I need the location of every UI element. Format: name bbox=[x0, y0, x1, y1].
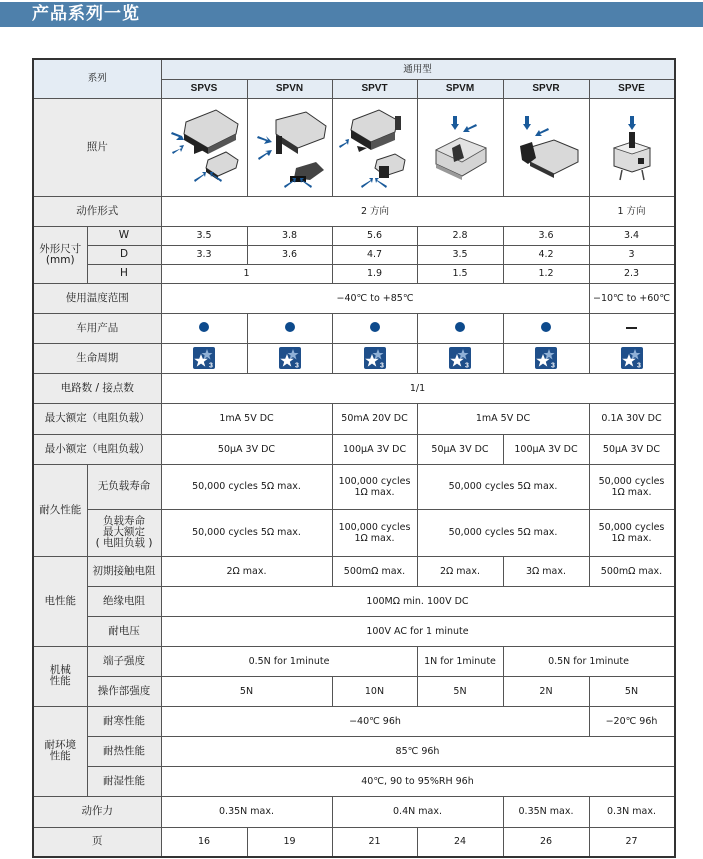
cell-value: 1mA 5V DC bbox=[417, 403, 589, 434]
sub-label: 负载寿命 最大额定 ( 电阻负载 ) bbox=[87, 509, 161, 556]
filled-dot-icon bbox=[541, 322, 551, 332]
dimension-label: 外形尺寸 bbox=[39, 242, 82, 255]
automotive-cell bbox=[247, 313, 332, 343]
model-header: SPVT bbox=[332, 79, 417, 98]
cell-value: 50μA 3V DC bbox=[589, 434, 675, 464]
model-header: SPVM bbox=[417, 79, 503, 98]
sub-label: 操作部强度 bbox=[87, 676, 161, 706]
cell-value: 50,000 cycles 5Ω max. bbox=[417, 509, 589, 556]
group-label: 耐环境 性能 bbox=[33, 706, 87, 796]
cell-value: 2 方向 bbox=[161, 196, 589, 226]
model-header: SPVE bbox=[589, 79, 675, 98]
row-label: 生命周期 bbox=[33, 343, 161, 373]
cell-value: 2N bbox=[503, 676, 589, 706]
dimension-unit: (mm) bbox=[45, 253, 75, 266]
cell-value: 40℃, 90 to 95%RH 96h bbox=[161, 766, 675, 796]
cell-value: 100μA 3V DC bbox=[332, 434, 417, 464]
lifecycle-cell bbox=[332, 343, 417, 373]
lifecycle-cell bbox=[417, 343, 503, 373]
lifecycle-stage-icon bbox=[535, 347, 557, 369]
action-form-row bbox=[33, 196, 675, 226]
filled-dot-icon bbox=[455, 322, 465, 332]
durability-no-load-row bbox=[33, 464, 675, 509]
cell-value: 50μA 3V DC bbox=[417, 434, 503, 464]
cell-value: −20℃ 96h bbox=[589, 706, 675, 736]
cell-value: −10℃ to +60℃ bbox=[589, 283, 675, 313]
cell-value: 0.5N for 1minute bbox=[161, 646, 417, 676]
lifecycle-cell bbox=[503, 343, 589, 373]
cell-value: 100,000 cycles 1Ω max. bbox=[332, 509, 417, 556]
model-header: SPVN bbox=[247, 79, 332, 98]
cell-value: 0.5N for 1minute bbox=[503, 646, 675, 676]
group-label: 机械 性能 bbox=[33, 646, 87, 706]
cell-value: 0.3N max. bbox=[589, 796, 675, 827]
cell-value: 50,000 cycles 1Ω max. bbox=[589, 509, 675, 556]
cell-value: 5N bbox=[589, 676, 675, 706]
sub-label: 无负载寿命 bbox=[87, 464, 161, 509]
cell-value: 1/1 bbox=[161, 373, 675, 403]
dimension-h-row bbox=[33, 264, 675, 283]
row-label: 动作形式 bbox=[33, 196, 161, 226]
cell-value: 50,000 cycles 5Ω max. bbox=[417, 464, 589, 509]
actuator-strength-row bbox=[33, 676, 675, 706]
durability-load-row bbox=[33, 509, 675, 556]
row-label: 动作力 bbox=[33, 796, 161, 827]
page-row bbox=[33, 827, 675, 857]
sub-label: 耐寒性能 bbox=[87, 706, 161, 736]
lifecycle-stage-icon bbox=[621, 347, 643, 369]
row-label: 照片 bbox=[33, 98, 161, 196]
sub-label: 端子强度 bbox=[87, 646, 161, 676]
cell-value: 2Ω max. bbox=[417, 556, 503, 586]
cell-value: 3.6 bbox=[247, 245, 332, 264]
dimension-d-row bbox=[33, 245, 675, 264]
cell-value: 0.35N max. bbox=[161, 796, 332, 827]
cell-value: 50,000 cycles 1Ω max. bbox=[589, 464, 675, 509]
sub-label: 耐电压 bbox=[87, 616, 161, 646]
group-label: 耐久性能 bbox=[33, 464, 87, 556]
page-link[interactable]: 26 bbox=[503, 827, 589, 857]
sub-label: 耐湿性能 bbox=[87, 766, 161, 796]
lifecycle-stage-icon bbox=[364, 347, 386, 369]
lifecycle-row bbox=[33, 343, 675, 373]
cell-value: 50mA 20V DC bbox=[332, 403, 417, 434]
svg-text:3: 3 bbox=[209, 362, 213, 369]
cell-value: 3.3 bbox=[161, 245, 247, 264]
cell-value: 3Ω max. bbox=[503, 556, 589, 586]
cell-value: 1 方向 bbox=[589, 196, 675, 226]
product-series-table bbox=[32, 58, 676, 858]
contact-resistance-row bbox=[33, 556, 675, 586]
row-label: 使用温度范围 bbox=[33, 283, 161, 313]
cell-value: 1N for 1minute bbox=[417, 646, 503, 676]
cell-value: 50μA 3V DC bbox=[161, 434, 332, 464]
dash-icon bbox=[626, 327, 637, 329]
cell-value: 100μA 3V DC bbox=[503, 434, 589, 464]
svg-text:3: 3 bbox=[379, 362, 384, 369]
page-title: 产品系列一览 bbox=[32, 4, 140, 24]
automotive-row bbox=[33, 313, 675, 343]
cell-value: 3 bbox=[589, 245, 675, 264]
cell-value: 85℃ 96h bbox=[161, 736, 675, 766]
cell-value: 1 bbox=[161, 264, 332, 283]
row-label: 最大额定（电阻负载） bbox=[33, 403, 161, 434]
max-rating-row bbox=[33, 403, 675, 434]
cell-value: 500mΩ max. bbox=[332, 556, 417, 586]
cell-value: 4.2 bbox=[503, 245, 589, 264]
insulation-row bbox=[33, 586, 675, 616]
page-link[interactable]: 21 bbox=[332, 827, 417, 857]
cell-value: 0.1A 30V DC bbox=[589, 403, 675, 434]
lifecycle-stage-icon bbox=[279, 347, 301, 369]
cell-value: 100MΩ min. 100V DC bbox=[161, 586, 675, 616]
cell-value: 50,000 cycles 5Ω max. bbox=[161, 509, 332, 556]
dielectric-row bbox=[33, 616, 675, 646]
cell-value: 2Ω max. bbox=[161, 556, 332, 586]
filled-dot-icon bbox=[285, 322, 295, 332]
lifecycle-stage-icon bbox=[193, 347, 215, 369]
cell-value: 50,000 cycles 5Ω max. bbox=[161, 464, 332, 509]
cold-resistance-row bbox=[33, 706, 675, 736]
cell-value: 1mA 5V DC bbox=[161, 403, 332, 434]
svg-text:3: 3 bbox=[636, 362, 641, 369]
cell-value: 3.8 bbox=[247, 226, 332, 245]
svg-text:3: 3 bbox=[551, 362, 555, 369]
filled-dot-icon bbox=[370, 322, 380, 332]
cell-value: 0.4N max. bbox=[332, 796, 503, 827]
circuits-row bbox=[33, 373, 675, 403]
page-link[interactable]: 19 bbox=[247, 827, 332, 857]
cell-value: 3.6 bbox=[503, 226, 589, 245]
spvn-switch-photo-icon bbox=[247, 98, 332, 196]
sub-label: 绝缘电阻 bbox=[87, 586, 161, 616]
terminal-strength-row bbox=[33, 646, 675, 676]
row-label bbox=[33, 226, 87, 283]
cell-value: 5N bbox=[161, 676, 332, 706]
cell-value: 5N bbox=[417, 676, 503, 706]
series-header: 系列 bbox=[33, 59, 161, 98]
cell-value: 1.9 bbox=[332, 264, 417, 283]
spvt-switch-photo-icon bbox=[332, 98, 417, 196]
group-header: 通用型 bbox=[161, 59, 675, 79]
filled-dot-icon bbox=[199, 322, 209, 332]
cell-value: 3.4 bbox=[589, 226, 675, 245]
cell-value: 5.6 bbox=[332, 226, 417, 245]
cell-value: 2.8 bbox=[417, 226, 503, 245]
model-header: SPVR bbox=[503, 79, 589, 98]
cell-value: 100,000 cycles 1Ω max. bbox=[332, 464, 417, 509]
sub-label: W bbox=[87, 226, 161, 245]
dimension-w-row bbox=[33, 226, 675, 245]
lifecycle-stage-icon bbox=[449, 347, 471, 369]
lifecycle-cell bbox=[161, 343, 247, 373]
cell-value: 10N bbox=[332, 676, 417, 706]
operating-force-row bbox=[33, 796, 675, 827]
spve-switch-photo-icon bbox=[589, 98, 675, 196]
temperature-row bbox=[33, 283, 675, 313]
automotive-cell bbox=[417, 313, 503, 343]
lifecycle-cell bbox=[589, 343, 675, 373]
cell-value: −40℃ 96h bbox=[161, 706, 589, 736]
min-rating-row bbox=[33, 434, 675, 464]
spvm-switch-photo-icon bbox=[417, 98, 503, 196]
cell-value: 2.3 bbox=[589, 264, 675, 283]
heat-resistance-row bbox=[33, 736, 675, 766]
row-label: 最小额定（电阻负载） bbox=[33, 434, 161, 464]
sub-label: H bbox=[87, 264, 161, 283]
cell-value: 3.5 bbox=[417, 245, 503, 264]
cell-value: 100V AC for 1 minute bbox=[161, 616, 675, 646]
cell-value: 0.35N max. bbox=[503, 796, 589, 827]
cell-value: 4.7 bbox=[332, 245, 417, 264]
svg-text:3: 3 bbox=[294, 362, 299, 369]
cell-value: −40℃ to +85℃ bbox=[161, 283, 589, 313]
automotive-cell bbox=[589, 313, 675, 343]
page-link[interactable]: 16 bbox=[161, 827, 247, 857]
sub-label: D bbox=[87, 245, 161, 264]
page-link[interactable]: 27 bbox=[589, 827, 675, 857]
row-label: 车用产品 bbox=[33, 313, 161, 343]
cell-value: 1.2 bbox=[503, 264, 589, 283]
cell-value: 1.5 bbox=[417, 264, 503, 283]
humidity-resistance-row bbox=[33, 766, 675, 796]
sub-label: 耐热性能 bbox=[87, 736, 161, 766]
group-label: 电性能 bbox=[33, 556, 87, 646]
spvr-switch-photo-icon bbox=[503, 98, 589, 196]
cell-value: 500mΩ max. bbox=[589, 556, 675, 586]
spvs-switch-photo-icon bbox=[161, 98, 247, 196]
sub-label: 初期接触电阻 bbox=[87, 556, 161, 586]
row-label: 电路数 / 接点数 bbox=[33, 373, 161, 403]
svg-text:3: 3 bbox=[465, 362, 469, 369]
cell-value: 3.5 bbox=[161, 226, 247, 245]
model-header: SPVS bbox=[161, 79, 247, 98]
automotive-cell bbox=[161, 313, 247, 343]
page-link[interactable]: 24 bbox=[417, 827, 503, 857]
section-banner bbox=[0, 2, 703, 27]
lifecycle-cell bbox=[247, 343, 332, 373]
photo-row bbox=[33, 98, 675, 196]
row-label: 页 bbox=[33, 827, 161, 857]
automotive-cell bbox=[503, 313, 589, 343]
automotive-cell bbox=[332, 313, 417, 343]
